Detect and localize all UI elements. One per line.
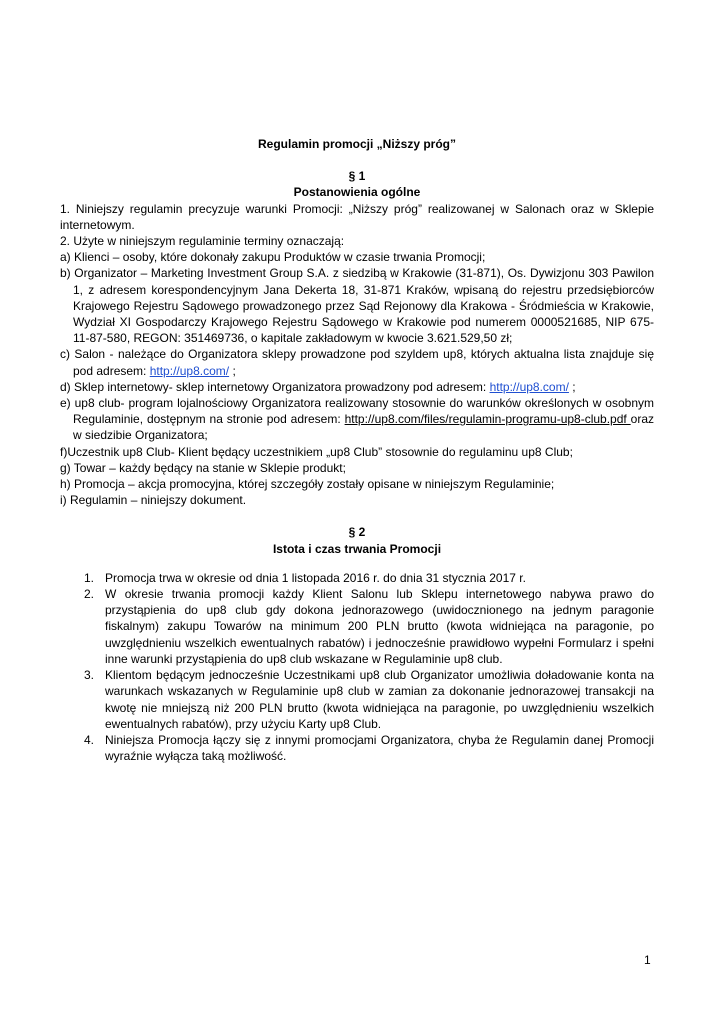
spacer <box>60 508 654 524</box>
list-item-number: 1. <box>84 570 95 585</box>
section-1-number: § 1 <box>348 169 366 184</box>
term-a: a) Klienci – osoby, które dokonały zakupu Produktów w czasie trwania Promocji; <box>60 250 486 265</box>
term-d <box>60 379 654 395</box>
term-e <box>60 395 654 444</box>
section-2-number: § 2 <box>348 525 366 540</box>
list-item <box>60 667 654 732</box>
shop-link[interactable]: http://up8.com/ <box>489 379 569 394</box>
list-item-number: 3. <box>84 668 95 683</box>
page-number: 1 <box>644 953 651 967</box>
term-c-end: ; <box>229 363 236 378</box>
club-regulations-link[interactable]: http://up8.com/files/regulamin-programu-up8-club.pdf <box>344 412 631 427</box>
list-item <box>60 732 654 764</box>
document-body <box>60 136 654 764</box>
list-item-number: 4. <box>84 732 95 747</box>
term-e-text: e) up8 club- program lojalnościowy Organizatora realizowany stosownie do warunków określonych w osobnym Regulaminie, dostępnym na stronie pod adresem: <box>60 396 654 427</box>
list-item <box>60 586 654 667</box>
paragraph-1: 1. Niniejszy regulamin precyzuje warunki Promocji: „Niższy próg” realizowanej w Salonach oraz w Sklepie internetowym. <box>60 201 654 232</box>
section-1-heading: Postanowienia ogólne <box>293 185 421 200</box>
term-c-text: c) Salon - należące do Organizatora sklepy prowadzone pod szyldem up8, których aktualna lista znajduje się pod adresem: <box>60 347 654 378</box>
salon-list-link[interactable]: http://up8.com/ <box>149 363 230 378</box>
term-g: g) Towar – każdy będący na stanie w Sklepie produkt; <box>60 460 346 475</box>
paragraph-2: 2. Użyte w niniejszym regulaminie terminy oznaczają: <box>60 234 345 249</box>
term-i: i) Regulamin – niniejszy dokument. <box>60 493 247 508</box>
term-d-end: ; <box>568 379 576 394</box>
document-title: Regulamin promocji „Niższy próg” <box>257 137 457 151</box>
list-item-text: Niniejsza Promocja łączy się z innymi promocjami Organizatora, chyba że Regulamin danej Promocji wyraźnie wyłącza taką możliwość. <box>105 732 654 764</box>
section-2-heading: Istota i czas trwania Promocji <box>272 541 442 556</box>
list-item-number: 2. <box>84 587 95 602</box>
term-d-text: d) Sklep internetowy- sklep internetowy Organizatora prowadzony pod adresem: <box>60 379 490 394</box>
section-2-list <box>60 570 654 764</box>
term-e-end: oraz w siedzibie Organizatora; <box>73 412 654 443</box>
term-b: b) Organizator – Marketing Investment Group S.A. z siedzibą w Krakowie (31-871), Os. Dywizjonu 303 Pawilon 1, z adresem korespondencyjnym Jana Dekerta 18, 31-871 Kraków, wpisaną do rejestru przedsiębiorców Krajowego Rejestru Sądowego prowadzonego przez Sąd Rejonowy dla Krakowa - Śródmieścia w Krakowie, Wydział XI Gospodarczy Krajowego Rejestru Sądowego w Krakowie pod numerem 0000521685, NIP 675-11-87-580, REGON: 351469736, o kapitale zakładowym w kwocie 3.621.529,50 zł; <box>60 266 654 346</box>
list-item-text: Promocja trwa w okresie od dnia 1 listopada 2016 r. do dnia 31 stycznia 2017 r. <box>105 570 526 585</box>
list-item <box>60 570 654 586</box>
term-h: h) Promocja – akcja promocyjna, której szczegóły zostały opisane w niniejszym Regulaminie; <box>60 477 555 492</box>
term-c <box>60 346 654 378</box>
list-item-text: W okresie trwania promocji każdy Klient Salonu lub Sklepu internetowego nabywa prawo do przystąpienia do up8 club gdy dokona jednorazowego (uwidocznionego na jednym paragonie fiskalnym) zakupu Towarów na minimum 200 PLN brutto (kwota widniejąca na paragonie, po uwzględnieniu wszelkich ewentualnych rabatów) i jednocześnie prawidłowo wypełni Formularz i spełni inne warunki przystąpienia do up8 club wskazane w Regulaminie up8 club. <box>105 587 654 666</box>
spacer <box>60 152 654 168</box>
term-f: f)Uczestnik up8 Club- Klient będący uczestnikiem „up8 Club” stosownie do regulaminu up8 Club; <box>60 444 573 459</box>
list-item-text: Klientom będącym jednocześnie Uczestnikami up8 club Organizator umożliwia doładowanie konta na warunkach wskazanych w Regulaminie up8 club w zamian za dokonanie jednorazowej transakcji na kwotę nie mniejszą niż 200 PLN brutto (kwota widniejąca na paragonie, po uwzględnieniu wszelkich ewentualnych rabatów), przy użyciu Karty up8 Club. <box>105 668 654 731</box>
